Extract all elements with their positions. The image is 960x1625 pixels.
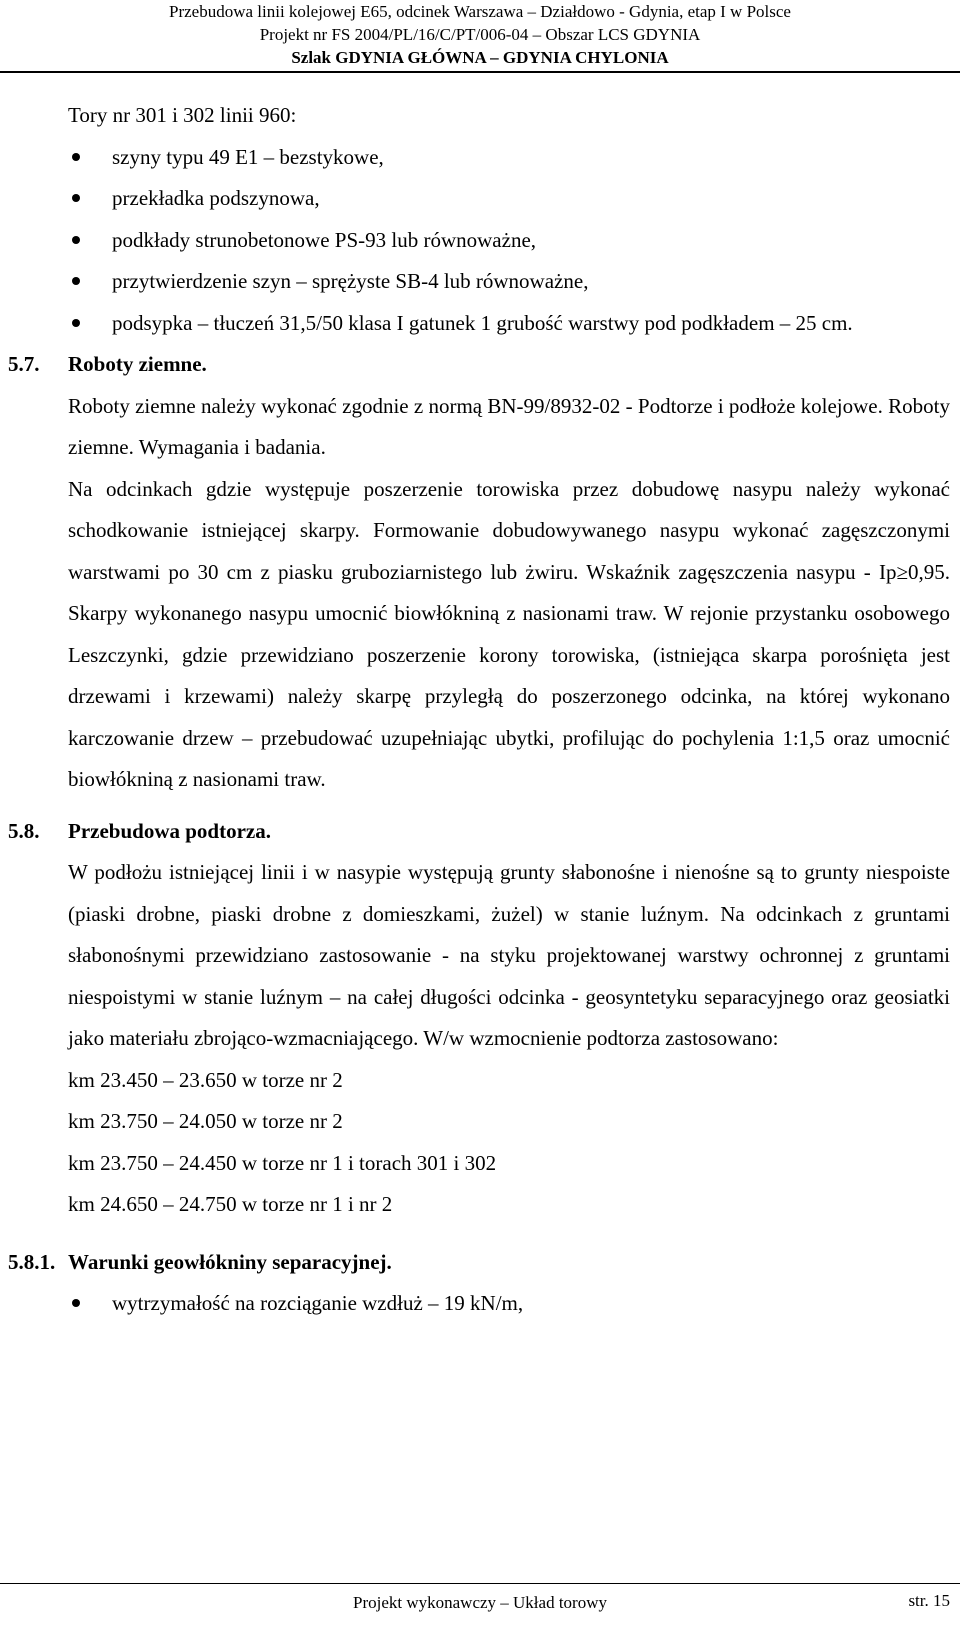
km-range: km 23.750 – 24.450 w torze nr 1 i torach 301 i 302 bbox=[68, 1150, 497, 1175]
list-item: przekładka podszynowa, bbox=[68, 178, 950, 220]
section-5-7-heading bbox=[0, 344, 950, 386]
paragraph: Roboty ziemne należy wykonać zgodnie z normą BN-99/8932-02 - Podtorze i podłoże kolejowe. Roboty ziemne. Wymagania i badania. bbox=[68, 393, 950, 459]
section-title: Roboty ziemne. bbox=[68, 352, 207, 376]
paragraph-part: 0,95. Skarpy wykonanego nasypu umocnić biowłókniną z nasionami traw. W rejonie przystanku osobowego Leszczynki, gdzie przewidziano poszerzenie korony torowiska, (istniejąca skarpa porośnięta jest drzewami i krzewami) należy skarpę przyległą do poszerzonego odcinka, na której wykonano karczowanie drzew – przebudować uzupełniając ubytki, profilując do pochylenia 1:1,5 oraz umocnić biowłókniną z nasionami traw. bbox=[68, 559, 950, 791]
greater-equal-symbol: ≥ bbox=[896, 559, 908, 584]
section-number: 5.8. bbox=[8, 818, 40, 843]
km-range: km 23.750 – 24.050 w torze nr 2 bbox=[68, 1109, 343, 1133]
page-number: str. 15 bbox=[908, 1591, 950, 1610]
track-specs-list bbox=[68, 137, 950, 345]
km-range: km 23.450 – 23.650 w torze nr 2 bbox=[68, 1067, 343, 1092]
list-item: wytrzymałość na rozciąganie wzdłuż – 19 kN/m, bbox=[68, 1283, 950, 1325]
header-project-title: Przebudowa linii kolejowej E65, odcinek Warszawa – Działdowo - Gdynia, etap I w Polsce bbox=[169, 2, 791, 21]
paragraph-part: Na odcinkach gdzie występuje poszerzenie torowiska przez dobudowę nasypu należy wykonać schodkowanie istniejącej skarpy. Formowanie dobudowywanego nasypu wykonać zagęszczonymi warstwami po 30 cm z piasku gruboziarnistego lub żwiru. Wskaźnik zagęszczenia nasypu - Ip bbox=[68, 476, 950, 584]
section-number: 5.7. bbox=[8, 352, 40, 376]
geotextile-specs-list bbox=[68, 1283, 950, 1325]
section-5-8-1-heading bbox=[0, 1242, 950, 1284]
tracks-intro: Tory nr 301 i 302 linii 960: bbox=[68, 103, 297, 127]
paragraph: W podłożu istniejącej linii i w nasypie występują grunty słabonośne i nienośne są to grunty niespoiste (piaski drobne, piaski drobne z domieszkami, żużel) w stanie luźnym. Na odcinkach z gruntami słabonośnymi przewidziano zastosowanie - na styku projektowanej warstwy ochronnej z gruntami niespoistymi w stanie luźnym – na całej długości odcinka - geosyntetyku separacyjnego oraz geosiatki jako materiału zbrojąco-wzmacniającego. W/w wzmocnienie podtorza zastosowano: bbox=[68, 860, 950, 1050]
header-route: Szlak GDYNIA GŁÓWNA – GDYNIA CHYLONIA bbox=[291, 48, 669, 67]
page-header bbox=[0, 0, 960, 69]
document-body bbox=[8, 95, 950, 1325]
section-5-8-heading bbox=[0, 811, 950, 853]
list-item: przytwierdzenie szyn – sprężyste SB-4 lub równoważne, bbox=[68, 261, 950, 303]
section-title: Przebudowa podtorza. bbox=[68, 818, 271, 843]
km-range: km 24.650 – 24.750 w torze nr 1 i nr 2 bbox=[68, 1192, 393, 1216]
section-number: 5.8.1. bbox=[8, 1249, 56, 1274]
footer-title: Projekt wykonawczy – Układ torowy bbox=[352, 1593, 607, 1612]
header-project-number: Projekt nr FS 2004/PL/16/C/PT/006-04 – Obszar LCS GDYNIA bbox=[259, 25, 701, 44]
list-item: szyny typu 49 E1 – bezstykowe, bbox=[68, 137, 950, 179]
footer-divider bbox=[0, 1583, 960, 1584]
header-divider bbox=[0, 71, 960, 73]
list-item: podsypka – tłuczeń 31,5/50 klasa I gatunek 1 grubość warstwy pod podkładem – 25 cm. bbox=[68, 303, 950, 345]
section-title: Warunki geowłókniny separacyjnej. bbox=[68, 1249, 392, 1274]
list-item: podkłady strunobetonowe PS-93 lub równoważne, bbox=[68, 220, 950, 262]
paragraph bbox=[68, 469, 950, 801]
